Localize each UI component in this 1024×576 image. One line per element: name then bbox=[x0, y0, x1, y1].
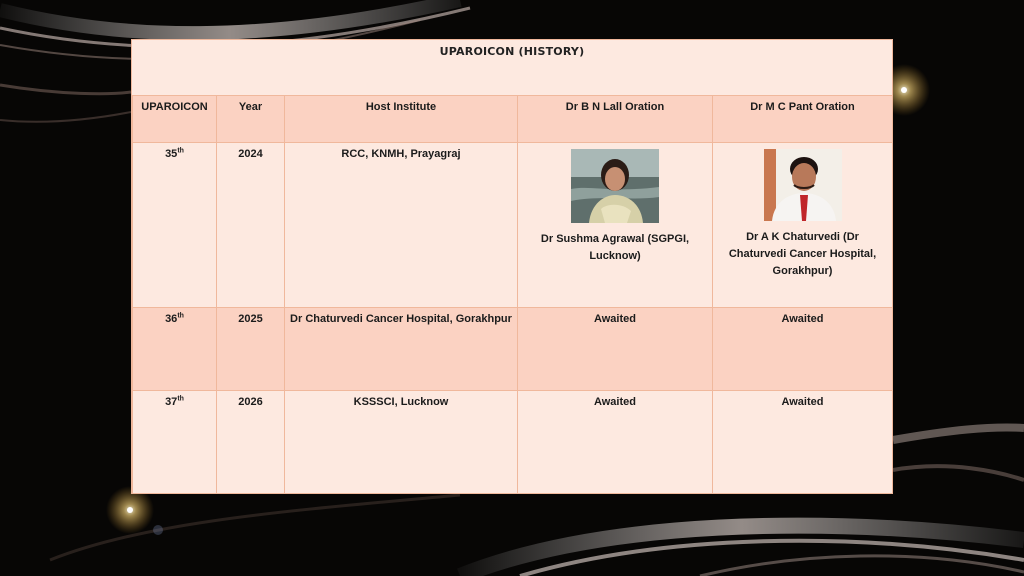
edition-number: 35 bbox=[165, 148, 178, 160]
history-table bbox=[132, 95, 893, 494]
edition-cell bbox=[133, 391, 217, 494]
lall-orator-name: Dr Sushma Agrawal (SGPGI, Lucknow) bbox=[540, 233, 690, 262]
header-host-institute: Host Institute bbox=[285, 96, 518, 143]
pant-oration-cell: Awaited bbox=[713, 308, 893, 391]
header-bn-lall-oration: Dr B N Lall Oration bbox=[518, 96, 713, 143]
header-uparoicon: UPAROICON bbox=[133, 96, 217, 143]
pant-oration-cell: Awaited bbox=[713, 391, 893, 494]
edition-suffix: th bbox=[177, 395, 184, 403]
table-row bbox=[133, 308, 893, 391]
lall-oration-cell bbox=[518, 143, 713, 308]
edition-number: 36 bbox=[165, 313, 178, 325]
table-row bbox=[133, 143, 893, 308]
table-title: UPAROICON (HISTORY) bbox=[439, 45, 585, 58]
lall-oration-cell: Awaited bbox=[518, 308, 713, 391]
host-cell: RCC, KNMH, Prayagraj bbox=[285, 143, 518, 308]
edition-cell bbox=[133, 143, 217, 308]
edition-suffix: th bbox=[177, 312, 184, 320]
lall-oration-cell: Awaited bbox=[518, 391, 713, 494]
pant-oration-cell bbox=[713, 143, 893, 308]
history-table-panel bbox=[131, 39, 893, 494]
year-cell: 2025 bbox=[217, 308, 285, 391]
table-row bbox=[133, 391, 893, 494]
edition-number: 37 bbox=[165, 396, 178, 408]
pant-orator-name: Dr A K Chaturvedi (Dr Chaturvedi Cancer Hospital, Gorakhpur) bbox=[728, 231, 877, 277]
table-header-row bbox=[133, 96, 893, 143]
header-year: Year bbox=[217, 96, 285, 143]
host-cell: KSSSCI, Lucknow bbox=[285, 391, 518, 494]
year-cell: 2024 bbox=[217, 143, 285, 308]
orator-photo-ak-chaturvedi bbox=[764, 149, 842, 221]
host-cell: Dr Chaturvedi Cancer Hospital, Gorakhpur bbox=[285, 308, 518, 391]
edition-suffix: th bbox=[177, 147, 184, 155]
header-mc-pant-oration: Dr M C Pant Oration bbox=[713, 96, 893, 143]
orator-photo-sushma-agrawal bbox=[571, 149, 659, 223]
year-cell: 2026 bbox=[217, 391, 285, 494]
edition-cell bbox=[133, 308, 217, 391]
